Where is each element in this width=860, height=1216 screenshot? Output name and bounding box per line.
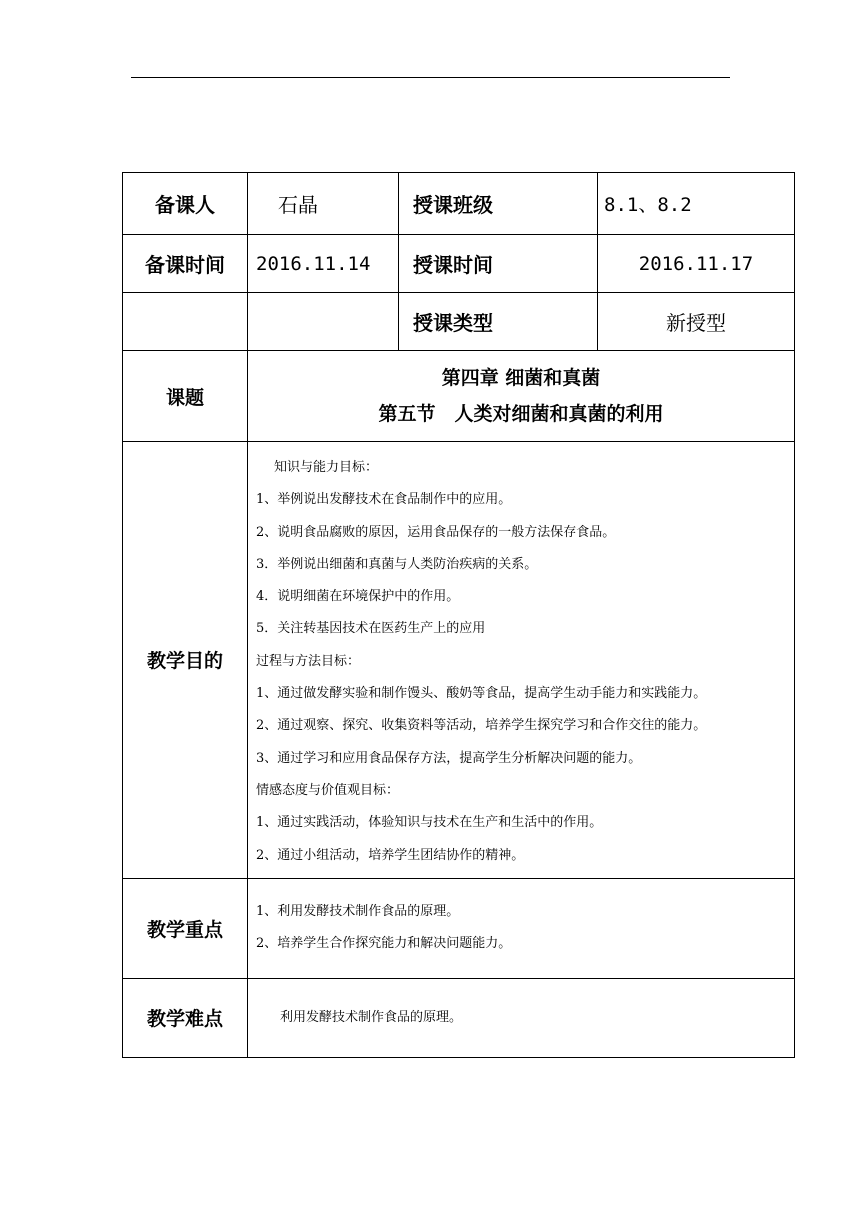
lesson-type-value: 新授型: [598, 293, 795, 351]
empty-cell: [248, 293, 399, 351]
objective-item: 2、通过小组活动，培养学生团结协作的精神。: [256, 847, 525, 863]
table-row: [123, 173, 795, 235]
objectives-label: 教学目的: [123, 442, 248, 879]
objectives-list: [248, 442, 794, 878]
difficulties-cell: [248, 978, 795, 1057]
lesson-type-label: 授课类型: [399, 293, 598, 351]
key-points-label: 教学重点: [123, 878, 248, 978]
key-point-item: 1、利用发酵技术制作食品的原理。: [256, 904, 460, 920]
topic-label: 课题: [123, 351, 248, 442]
table-row: [123, 235, 795, 293]
class-label: 授课班级: [399, 173, 598, 235]
chapter-title: 第四章 细菌和真菌: [441, 367, 601, 389]
section-title: 第五节 人类对细菌和真菌的利用: [378, 403, 664, 425]
preparer-value: 石晶: [248, 173, 399, 235]
teach-time-label: 授课时间: [399, 235, 598, 293]
class-value: 8.1、8.2: [598, 173, 795, 235]
objective-item: 1、通过做发酵实验和制作馒头、酸奶等食品，提高学生动手能力和实践能力。: [256, 686, 707, 702]
objective-item: 3．举例说出细菌和真菌与人类防治疾病的关系。: [256, 556, 538, 572]
objective-item: 1、举例说出发酵技术在食品制作中的应用。: [256, 492, 512, 508]
prep-time-value: 2016.11.14: [248, 235, 399, 293]
objective-item: 2、通过观察、探究、收集资料等活动，培养学生探究学习和合作交往的能力。: [256, 718, 707, 734]
objective-item: 4．说明细菌在环境保护中的作用。: [256, 589, 460, 605]
objective-heading: 过程与方法目标：: [256, 653, 361, 669]
table-row: [123, 442, 795, 879]
header-rule: [131, 77, 730, 78]
teach-time-value: 2016.11.17: [598, 235, 795, 293]
objective-heading: 情感态度与价值观目标：: [256, 782, 400, 798]
objective-heading: 知识与能力目标：: [274, 460, 379, 475]
objectives-cell: [248, 442, 795, 879]
objective-item: 2、说明食品腐败的原因，运用食品保存的一般方法保存食品。: [256, 524, 616, 540]
preparer-label: 备课人: [123, 173, 248, 235]
lesson-plan-table: [122, 172, 795, 1058]
difficulties-label: 教学难点: [123, 978, 248, 1057]
objective-item: 3、通过学习和应用食品保存方法，提高学生分析解决问题的能力。: [256, 750, 642, 766]
key-points-cell: [248, 878, 795, 978]
objective-item: 1、通过实践活动，体验知识与技术在生产和生活中的作用。: [256, 815, 603, 831]
difficulty-item: 利用发酵技术制作食品的原理。: [280, 1009, 463, 1025]
objective-item: 5．关注转基因技术在医药生产上的应用: [256, 621, 486, 637]
table-row: [123, 293, 795, 351]
table-row: [123, 351, 795, 442]
table-row: [123, 878, 795, 978]
topic-cell: [248, 351, 795, 442]
key-point-item: 2、培养学生合作探究能力和解决问题能力。: [256, 936, 512, 952]
empty-cell: [123, 293, 248, 351]
table-row: [123, 978, 795, 1057]
prep-time-label: 备课时间: [123, 235, 248, 293]
